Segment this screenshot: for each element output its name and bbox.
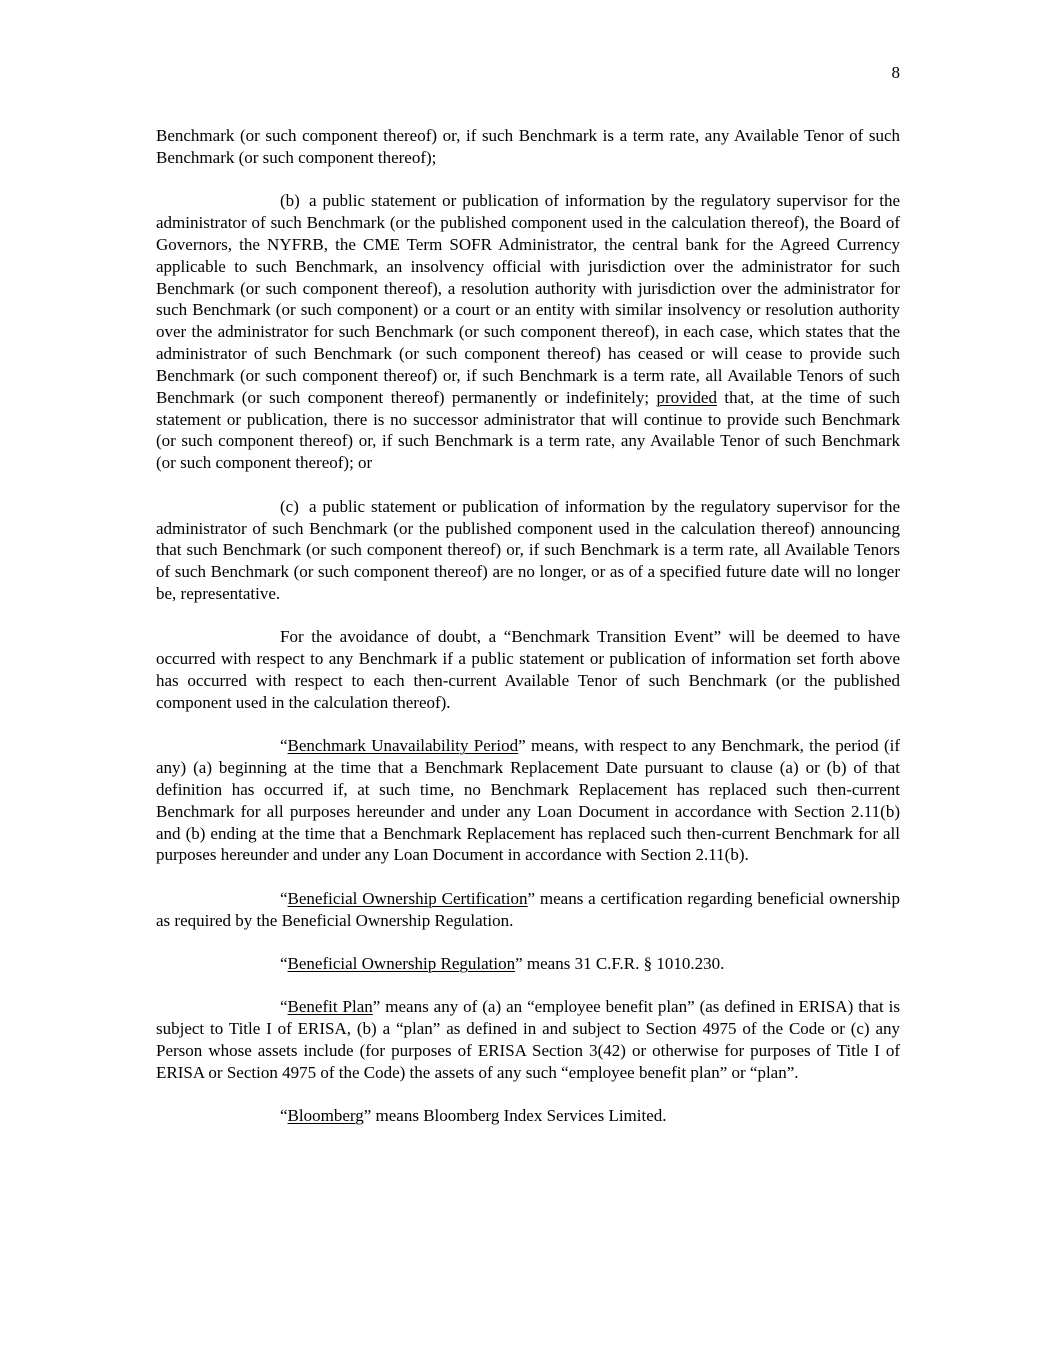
defined-term: Beneficial Ownership Certification [287,888,528,908]
definition-text: ” means, with respect to any Benchmark, the period (if any) (a) beginning at the time that a Benchmark Replacement Date pursuant to clause (a) or (b) of that definition has occurred if, at such time, no Benchmark Replacement has replaced such then-current Benchmark for all purposes hereunder and under any Loan Document in accordance with Section 2.11(b) and (b) ending at the time that a Benchmark Replacement has replaced such then-current Benchmark for all purposes hereunder and under any Loan Document in accordance with Section 2.11(b). [156,736,900,865]
definition-text: ” means 31 C.F.R. § 1010.230. [515,954,725,973]
document-body [156,125,900,1149]
defined-term: Bloomberg [287,1106,364,1126]
definition-bloomberg [156,1105,900,1127]
clause-c-text: a public statement or publication of information by the regulatory supervisor for the administrator of such Benchmark (or the published component used in the calculation thereof) announcing that such Benchmark (or such component thereof) or, if such Benchmark is a term rate, all Available Tenors of such Benchmark (or such component thereof) are no longer, or as of a specified future date will no longer be, representative. [156,496,900,604]
open-quote: “ [280,997,288,1017]
open-quote: “ [280,1106,288,1126]
definition-text: ” means Bloomberg Index Services Limited. [363,1106,667,1126]
open-quote: “ [280,954,288,973]
page-number: 8 [891,63,900,82]
clause-c-label: (c) [280,496,299,516]
avoidance-paragraph: For the avoidance of doubt, a “Benchmark Transition Event” will be deemed to have occurred with respect to any Benchmark if a public statement or publication of information set forth above has occurred with respect to each then-current Available Tenor of such Benchmark (or the published component used in the calculation thereof). [156,627,900,712]
provided-term: provided [656,387,717,407]
clause-b-text-a: a public statement or publication of information by the regulatory supervisor for the administrator of such Benchmark (or the published component used in the calculation thereof), the Board of Governors, the NYFRB, the CME Term SOFR Administrator, the central bank for the Agreed Currency applicable to such Benchmark, an insolvency official with jurisdiction over the administrator for such Benchmark (or such component thereof), a resolution authority with jurisdiction over the administrator for such Benchmark (or such component) or a court or an entity with similar insolvency or resolution authority over the administrator for such Benchmark (or such component thereof), in each case, which states that the administrator of such Benchmark (or such component thereof) has ceased or will cease to provide such Benchmark (or such component thereof) or, if such Benchmark is a term rate, all Available Tenors of such Benchmark (or such component thereof) permanently or indefinitely; [156,191,900,407]
defined-term: Beneficial Ownership Regulation [287,954,516,973]
clause-c [156,496,900,605]
defined-term: Benefit Plan [287,997,373,1017]
open-quote: “ [280,736,288,756]
definition-beneficial-ownership-regulation [156,953,900,975]
definition-text: ” means a certification regarding beneficial ownership as required by the Beneficial Ownership Regulation. [156,888,900,930]
open-quote: “ [280,888,288,908]
clause-b-text-b: that, at the time of such statement or publication, there is no successor administrator that will continue to provide such Benchmark (or such component thereof) or, if such Benchmark is a term rate, any Available Tenor of such Benchmark (or such component thereof); or [156,387,900,473]
clause-b-label: (b) [280,191,300,211]
definition-benchmark-unavailability-period [156,735,900,866]
clause-b [156,190,900,474]
paragraph-continuation: Benchmark (or such component thereof) or, if such Benchmark is a term rate, any Available Tenor of such Benchmark (or such component thereof); [156,126,900,167]
definition-text: ” means any of (a) an “employee benefit plan” (as defined in ERISA) that is subject to Title I of ERISA, (b) a “plan” as defined in and subject to Section 4975 of the Code or (c) any Person whose assets include (for purposes of ERISA Section 3(42) or otherwise for purposes of Title I of ERISA or Section 4975 of the Code) the assets of any such “employee benefit plan” or “plan”. [156,997,900,1082]
definition-beneficial-ownership-certification [156,888,900,932]
defined-term: Benchmark Unavailability Period [287,736,519,756]
definition-benefit-plan [156,996,900,1083]
